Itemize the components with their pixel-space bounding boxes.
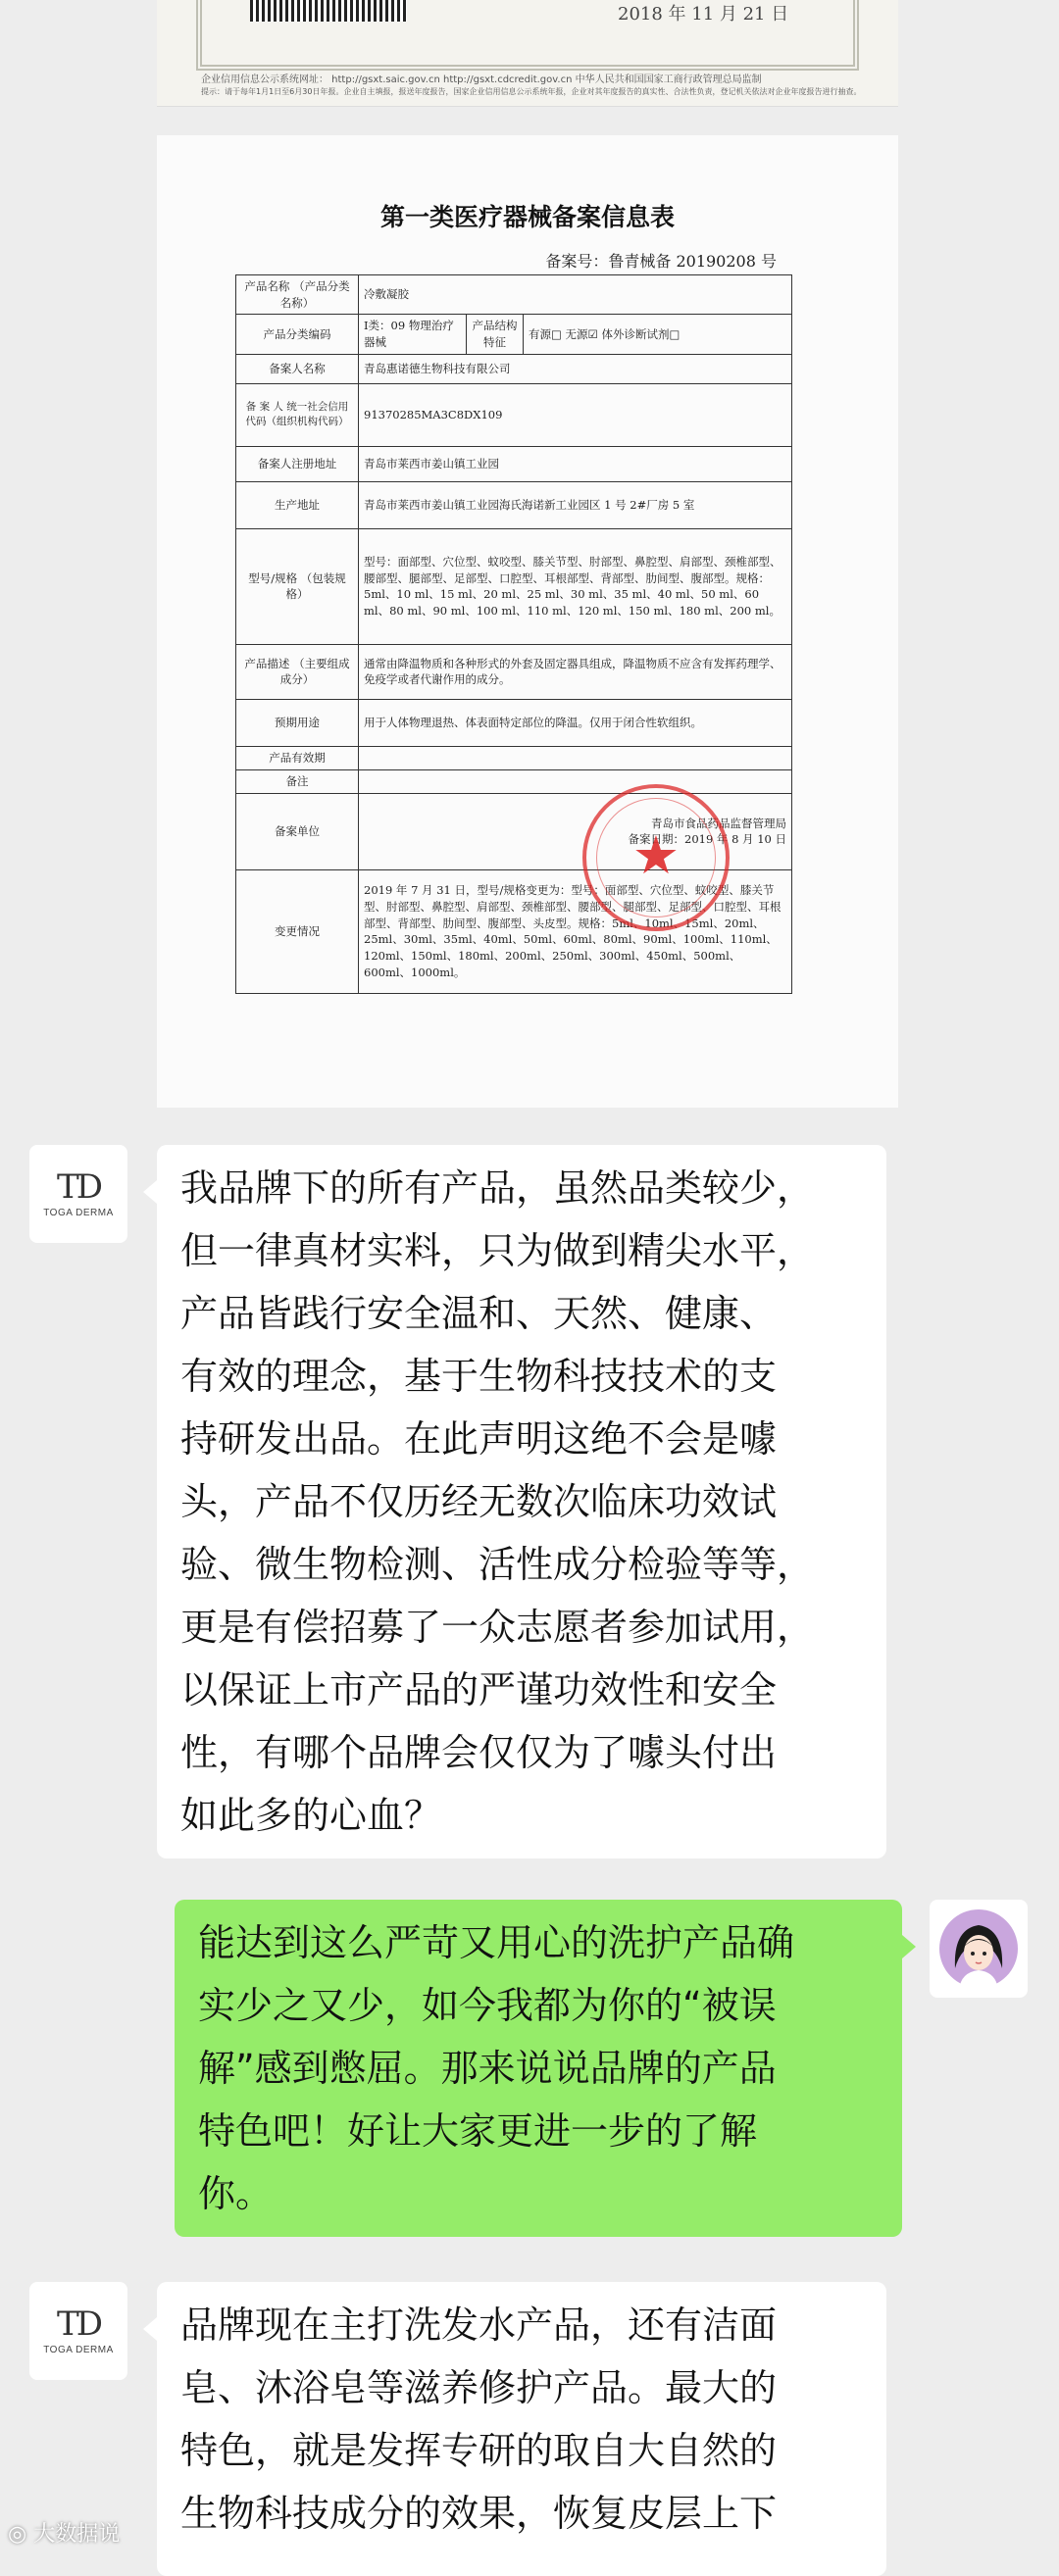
row-label: 备案人注册地址 xyxy=(236,446,359,481)
row-value: 91370285MA3C8DX109 xyxy=(359,383,792,446)
row-label: 产品有效期 xyxy=(236,746,359,769)
row-label: 预期用途 xyxy=(236,699,359,746)
brand-avatar[interactable] xyxy=(29,2282,127,2380)
row-label: 变更情况 xyxy=(236,869,359,993)
message-line: 特色吧！好让大家更进一步的了解 xyxy=(198,2109,758,2153)
weibo-icon: ◎ xyxy=(8,2522,34,2547)
user-avatar[interactable] xyxy=(930,1900,1028,1998)
message-line: 你。 xyxy=(198,2172,274,2215)
row-value: 用于人体物理退热、体表面特定部位的降温。仅用于闭合性软组织。 xyxy=(359,699,792,746)
medical-device-record-image[interactable] xyxy=(157,135,898,1108)
row-value: 有源□ 无源☑ 体外诊断试剂□ xyxy=(524,315,792,354)
brand-logo-icon: TD xyxy=(57,1166,100,1207)
message-line: 特色，就是发挥专研的取自大自然的 xyxy=(180,2429,778,2472)
chat-message-left[interactable] xyxy=(157,1145,886,1858)
document-title: 第一类医疗器械备案信息表 xyxy=(379,203,675,231)
message-line: 皂、沐浴皂等滋养修护产品。最大的 xyxy=(180,2366,778,2409)
row-value: 青岛市莱西市姜山镇工业园海氏海诺新工业园区 1 号 2#厂房 5 室 xyxy=(359,481,792,528)
chat-message-left[interactable] xyxy=(157,2282,886,2576)
row-value xyxy=(359,746,792,769)
row-label: 备案单位 xyxy=(236,793,359,869)
row-value: 青岛市食品药品监督管理局 备案日期：2019 年 8 月 10 日 xyxy=(359,793,792,869)
official-seal: ★ xyxy=(582,784,730,931)
record-table xyxy=(235,274,792,994)
watermark-text: 大数据说 xyxy=(33,2522,121,2547)
row-label: 产品结构特征 xyxy=(467,315,524,354)
message-line: 如此多的心血？ xyxy=(180,1794,442,1837)
row-label: 生产地址 xyxy=(236,481,359,528)
row-value: 冷敷凝胶 xyxy=(359,275,792,315)
brand-logo-icon: TD xyxy=(57,2304,100,2344)
row-label: 备 案 人 统一社会信用代码（组织机构代码） xyxy=(236,383,359,446)
message-line: 实少之又少，如今我都为你的“被误 xyxy=(198,1984,777,2027)
brand-logo-text: TOGA DERMA xyxy=(43,1207,114,1218)
row-value: Ⅰ类：09 物理治疗器械 xyxy=(359,315,467,354)
message-line: 解”感到憋屈。那来说说品牌的产品 xyxy=(198,2047,777,2090)
row-label: 备案人名称 xyxy=(236,354,359,383)
row-label: 产品名称 （产品分类名称） xyxy=(236,275,359,315)
message-line: 头，产品不仅历经无数次临床功效试 xyxy=(180,1480,778,1523)
message-line: 持研发出品。在此声明这绝不会是噱 xyxy=(180,1417,778,1461)
message-line: 有效的理念，基于生物科技技术的支 xyxy=(180,1355,778,1398)
message-line: 验、微生物检测、活性成分检验等等， xyxy=(180,1543,815,1586)
message-line: 能达到这么严苛又用心的洗护产品确 xyxy=(198,1921,795,1964)
license-footer-2: 提示：请于每年1月1日至6月30日年报。企业自主填报，报送年度报告，国家企业信用信息公示系统年报，企业对其年度报告的真实性、合法性负责，登记机关依法对企业年度报告进行抽查。 xyxy=(201,87,862,96)
row-value: 型号：面部型、穴位型、蚊咬型、膝关节型、肘部型、鼻腔型、肩部型、颈椎部型、腰部型、腿部型、足部型、口腔型、耳根部型、背部型、肋间型、腹部型。规格：5ml、10 ml、15 ml、20 ml、25 ml、30 ml、35 ml、40 ml、50 ml、60 ml、80 ml、90 ml、100 ml、110 ml、120 ml、150 ml、180 ml、200 ml。 xyxy=(359,528,792,644)
row-value: 青岛市莱西市姜山镇工业园 xyxy=(359,446,792,481)
message-line: 性，有哪个品牌会仅仅为了噱头付出 xyxy=(180,1731,778,1774)
row-value: 青岛惠诺德生物科技有限公司 xyxy=(359,354,792,383)
row-value xyxy=(359,769,792,793)
row-label: 产品描述 （主要组成成分） xyxy=(236,644,359,699)
brand-avatar[interactable] xyxy=(29,1145,127,1243)
row-value: 2019 年 7 月 31 日，型号/规格变更为：型号：面部型、穴位型、蚊咬型、膝关节型、肘部型、鼻腔型、肩部型、颈椎部型、腰部型、腿部型、足部型、口腔型、耳根部型、背部型、肋间型、腹部型、头皮型。规格：5ml、10ml、15ml、20ml、25ml、30ml、35ml、40ml、50ml、60ml、80ml、90ml、100ml、110ml、120ml、150ml、180ml、200ml、250ml、300ml、450ml、500ml、600ml、1000ml。 xyxy=(359,869,792,993)
chat-message-right[interactable] xyxy=(175,1900,902,2237)
message-line: 我品牌下的所有产品，虽然品类较少， xyxy=(180,1166,815,1210)
row-label: 型号/规格 （包装规格） xyxy=(236,528,359,644)
message-line: 品牌现在主打洗发水产品，还有洁面 xyxy=(180,2304,778,2347)
message-line: 更是有偿招募了一众志愿者参加试用， xyxy=(180,1606,815,1649)
record-number: 备案号：鲁青械备 20190208 号 xyxy=(545,252,777,271)
girl-avatar-icon xyxy=(937,1907,1020,1990)
license-date: 2018 年 11 月 21 日 xyxy=(618,4,789,25)
license-footer-1: 企业信用信息公示系统网址： http://gsxt.saic.gov.cn http://gsxt.cdcredit.gov.cn 中华人民共和国国家工商行政管理总局监制 xyxy=(201,74,762,85)
qr-code xyxy=(250,0,407,22)
message-line: 产品皆践行安全温和、天然、健康、 xyxy=(180,1292,778,1335)
message-line: 但一律真材实料，只为做到精尖水平， xyxy=(180,1229,815,1272)
row-label: 产品分类编码 xyxy=(236,315,359,354)
row-label: 备注 xyxy=(236,769,359,793)
watermark xyxy=(8,2517,120,2548)
row-value: 通常由降温物质和各种形式的外套及固定器具组成，降温物质不应含有发挥药理学、免疫学或者代谢作用的成分。 xyxy=(359,644,792,699)
brand-logo-text: TOGA DERMA xyxy=(43,2344,114,2355)
message-line: 以保证上市产品的严谨功效性和安全 xyxy=(180,1668,778,1711)
message-line: 生物科技成分的效果，恢复皮层上下 xyxy=(180,2492,778,2535)
business-license-image xyxy=(157,0,898,107)
